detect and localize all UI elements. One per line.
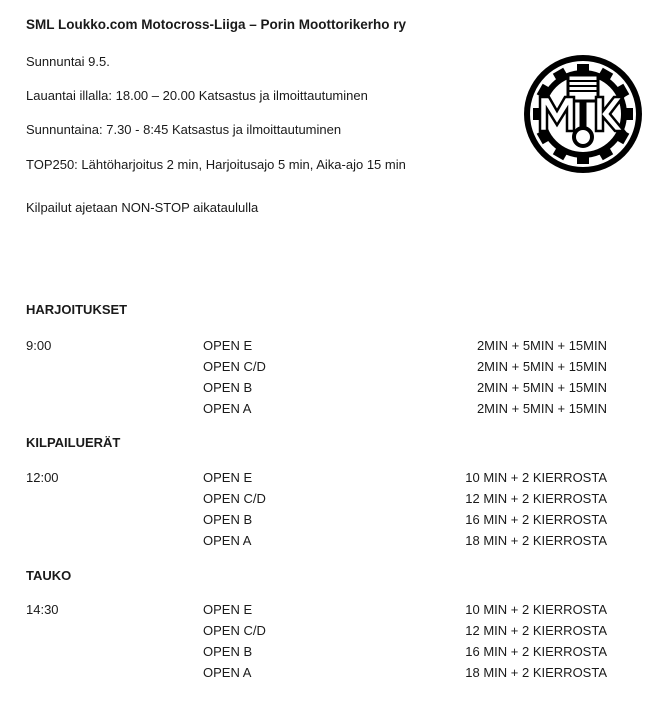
schedule-row xyxy=(0,665,664,685)
class-name: OPEN C/D xyxy=(203,359,266,374)
section-heading-tauko: TAUKO xyxy=(26,568,72,583)
class-name: OPEN C/D xyxy=(203,623,266,638)
class-name: OPEN A xyxy=(203,401,252,416)
schedule-row xyxy=(0,602,664,622)
session-time: 14:30 xyxy=(26,602,59,617)
schedule-row xyxy=(0,338,664,358)
session-duration: 10 MIN + 2 KIERROSTA xyxy=(465,470,607,485)
session-time: 12:00 xyxy=(26,470,59,485)
session-duration: 2MIN + 5MIN + 15MIN xyxy=(476,401,607,416)
schedule-row xyxy=(0,623,664,643)
schedule-row xyxy=(0,470,664,490)
class-name: OPEN E xyxy=(203,470,253,485)
sunday-info: Sunnuntaina: 7.30 - 8:45 Katsastus ja ilmoittautuminen xyxy=(26,122,342,137)
class-name: OPEN A xyxy=(203,665,252,680)
session-duration: 18 MIN + 2 KIERROSTA xyxy=(465,533,607,548)
class-name: OPEN A xyxy=(203,533,252,548)
saturday-info: Lauantai illalla: 18.00 – 20.00 Katsastus ja ilmoittautuminen xyxy=(26,88,368,103)
schedule-row xyxy=(0,401,664,421)
class-name: OPEN B xyxy=(203,380,253,395)
schedule-row xyxy=(0,533,664,553)
session-duration: 2MIN + 5MIN + 15MIN xyxy=(476,359,607,374)
session-duration: 16 MIN + 2 KIERROSTA xyxy=(465,512,607,527)
schedule-row xyxy=(0,380,664,400)
schedule-row xyxy=(0,491,664,511)
session-time: 9:00 xyxy=(26,338,52,353)
session-duration: 10 MIN + 2 KIERROSTA xyxy=(465,602,607,617)
schedule-row xyxy=(0,359,664,379)
session-duration: 12 MIN + 2 KIERROSTA xyxy=(465,491,607,506)
schedule-row xyxy=(0,644,664,664)
nonstop-info: Kilpailut ajetaan NON-STOP aikataululla xyxy=(26,200,259,215)
session-duration: 18 MIN + 2 KIERROSTA xyxy=(465,665,607,680)
section-heading-kilpailuerat: KILPAILUERÄT xyxy=(26,435,121,450)
session-duration: 16 MIN + 2 KIERROSTA xyxy=(465,644,607,659)
session-duration: 12 MIN + 2 KIERROSTA xyxy=(465,623,607,638)
class-name: OPEN E xyxy=(203,338,253,353)
session-duration: 2MIN + 5MIN + 15MIN xyxy=(476,380,607,395)
class-name: OPEN B xyxy=(203,512,253,527)
pmk-club-logo-icon xyxy=(522,53,644,175)
schedule-row xyxy=(0,512,664,532)
top250-info: TOP250: Lähtöharjoitus 2 min, Harjoitusajo 5 min, Aika-ajo 15 min xyxy=(26,157,406,172)
session-duration: 2MIN + 5MIN + 15MIN xyxy=(476,338,607,353)
class-name: OPEN B xyxy=(203,644,253,659)
event-date: Sunnuntai 9.5. xyxy=(26,54,110,69)
document-title: SML Loukko.com Motocross-Liiga – Porin Moottorikerho ry xyxy=(26,17,407,32)
class-name: OPEN E xyxy=(203,602,253,617)
class-name: OPEN C/D xyxy=(203,491,266,506)
section-heading-harjoitukset: HARJOITUKSET xyxy=(26,302,128,317)
